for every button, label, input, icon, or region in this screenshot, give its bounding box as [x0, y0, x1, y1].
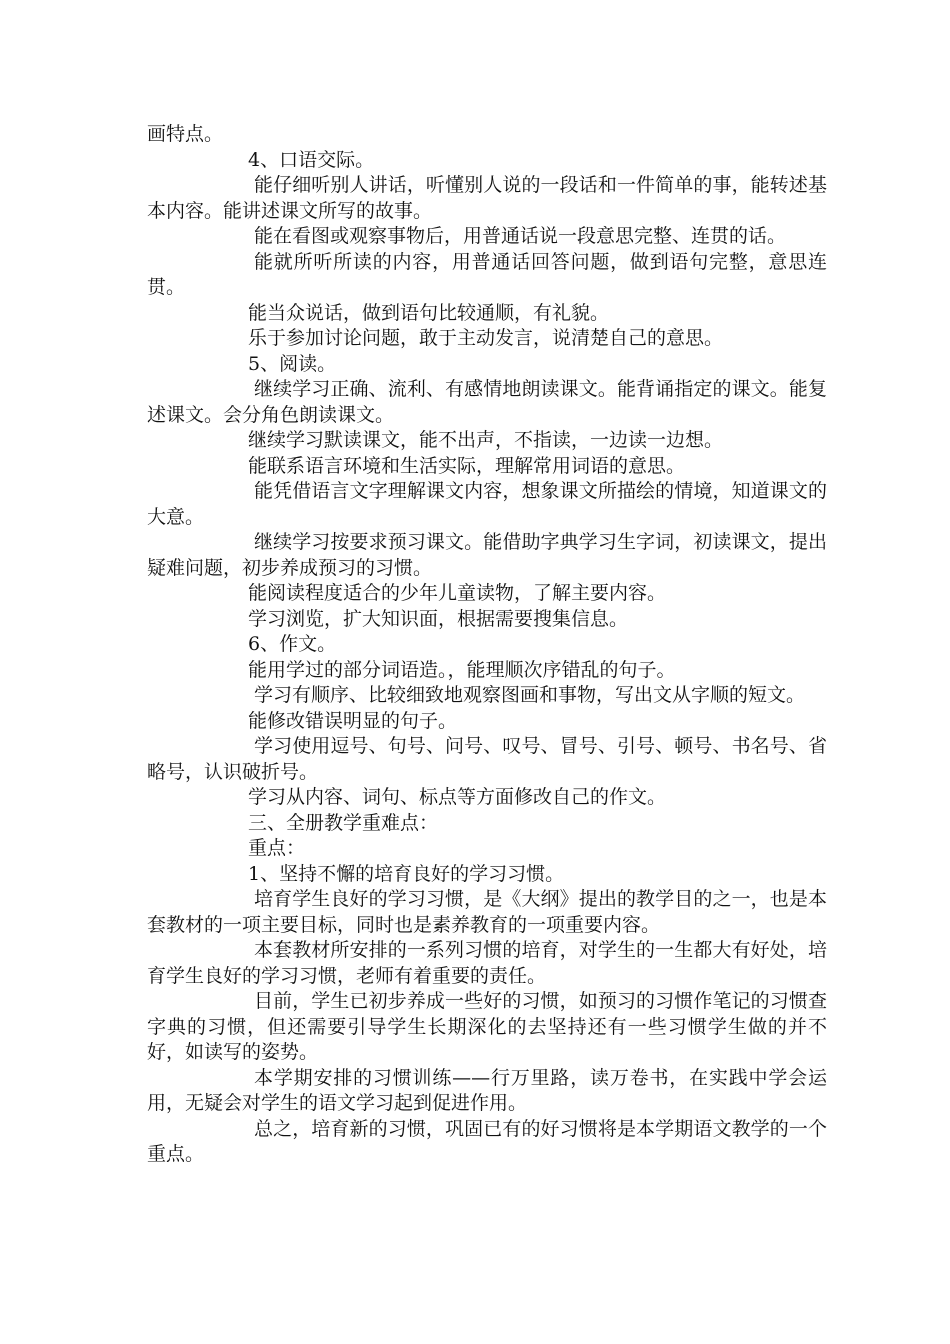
paragraph: 能用学过的部分词语造。，能理顺次序错乱的句子。 [248, 658, 676, 681]
section-heading-oral-communication: 4、口语交际。 [248, 148, 375, 171]
section-heading-composition: 6、作文。 [248, 633, 337, 655]
paragraph: 继续学习正确、流利、有感情地朗读课文。能背诵指定的课文。能复述课文。会分角色朗读课文。 [147, 378, 827, 426]
paragraph: 学习使用逗号、句号、问号、叹号、冒号、引号、顿号、书名号、省略号，认识破折号。 [147, 735, 827, 783]
paragraph: 能就所听所读的内容，用普通话回答问题，做到语句完整，意思连贯。 [147, 250, 827, 298]
paragraph: 学习浏览，扩大知识面，根据需要搜集信息。 [248, 607, 629, 630]
paragraph: 本套教材所安排的一系列习惯的培育，对学生的一生都大有好处，培育学生良好的学习习惯，老师有着重要的责任。 [147, 939, 827, 987]
paragraph: 继续学习按要求预习课文。能借助字典学习生字词，初读课文，提出疑难问题，初步养成预习的习惯。 [147, 531, 827, 579]
section-heading-reading: 5、阅读。 [248, 352, 337, 375]
paragraph: 继续学习默读课文，能不出声，不指读，一边读一边想。 [248, 429, 724, 451]
paragraph: 总之，培育新的习惯，巩固已有的好习惯将是本学期语文教学的一个重点。 [147, 1117, 827, 1165]
paragraph: 能仔细听别人讲话，听懂别人说的一段话和一件简单的事，能转述基本内容。能讲述课文所写的故事。 [147, 174, 827, 222]
paragraph-continuation: 画特点。 [147, 123, 224, 145]
paragraph: 培育学生良好的学习习惯，是《大纲》提出的教学目的之一，也是本套教材的一项主要目标，同时也是素养教育的一项重要内容。 [147, 888, 827, 936]
paragraph: 能当众说话，做到语句比较通顺，有礼貌。 [248, 301, 610, 324]
paragraph: 能阅读程度适合的少年儿童读物，了解主要内容。 [248, 582, 667, 604]
document-body [147, 122, 827, 1168]
paragraph: 学习有顺序、比较细致地观察图画和事物，写出文从字顺的短文。 [254, 684, 806, 706]
paragraph: 目前，学生已初步养成一些好的习惯，如预习的习惯作笔记的习惯查字典的习惯，但还需要引导学生长期深化的去坚持还有一些习惯学生做的并不好，如读写的姿势。 [147, 990, 827, 1063]
paragraph: 乐于参加讨论问题，敢于主动发言，说清楚自己的意思。 [248, 327, 724, 349]
section-heading-key-points: 三、全册教学重难点： [248, 811, 439, 834]
paragraph: 能在看图或观察事物后，用普通话说一段意思完整、连贯的话。 [254, 225, 787, 247]
subheading-focus: 重点： [248, 837, 306, 859]
paragraph: 能凭借语言文字理解课文内容，想象课文所描绘的情境，知道课文的大意。 [147, 480, 827, 528]
paragraph: 学习从内容、词句、标点等方面修改自己的作文。 [248, 786, 667, 808]
paragraph: 能修改错误明显的句子。 [248, 709, 458, 732]
list-item-heading: 1、坚持不懈的培育良好的学习习惯。 [248, 862, 565, 885]
paragraph: 能联系语言环境和生活实际，理解常用词语的意思。 [248, 454, 686, 477]
paragraph: 本学期安排的习惯训练——行万里路，读万卷书，在实践中学会运用，无疑会对学生的语文学习起到促进作用。 [147, 1066, 827, 1114]
